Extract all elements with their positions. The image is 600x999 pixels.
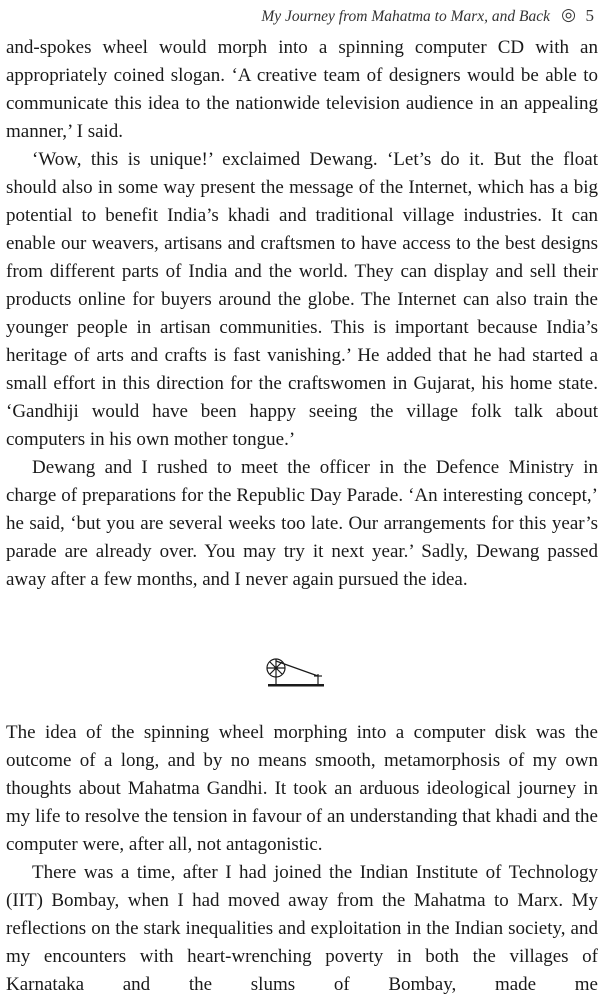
section-one <box>6 34 598 594</box>
running-header <box>0 4 600 28</box>
paragraph-1: and-spokes wheel would morph into a spinning computer CD with an appropriately coined slogan. ‘A creative team of designers would be able to communicate this idea to the nationwide television audience in an appealing manner,’ I said. <box>6 37 598 142</box>
running-header-title: My Journey from Mahatma to Marx, and Back <box>261 8 550 25</box>
page-number: 5 <box>585 6 594 25</box>
spinning-wheel-icon <box>262 652 328 692</box>
paragraph-3: Dewang and I rushed to meet the officer in the Defence Ministry in charge of preparations for the Republic Day Parade. ‘An interesting concept,’ he said, ‘but you are several weeks too late. Our arrangements for this year’s parade are already over. You may try it next year.’ Sadly, Dewang passed away after a few months, and I never again pursued the idea. <box>6 457 598 590</box>
header-ornament-icon: ◎ <box>561 5 576 24</box>
section-two <box>6 719 598 999</box>
paragraph-4: The idea of the spinning wheel morphing into a computer disk was the outcome of a long, and by no means smooth, metamorphosis of my own thoughts about Mahatma Gandhi. It took an arduous ideological journey in my life to resolve the tension in favour of an understanding that khadi and the computer were, after all, not antagonistic. <box>6 722 598 855</box>
paragraph-5: There was a time, after I had joined the Indian Institute of Technology (IIT) Bombay, when I had moved away from the Mahatma to Marx. My reflections on the stark inequalities and exploitation in the Indian society, and my encounters with heart-wrenching poverty in both the villages of Karnataka and the slums of Bombay, made me <box>6 862 598 995</box>
paragraph-2: ‘Wow, this is unique!’ exclaimed Dewang. ‘Let’s do it. But the float should also in some way present the message of the Internet, which has a big potential to benefit India’s khadi and traditional village industries. It can enable our weavers, artisans and craftsmen to have access to the best designs from different parts of India and the world. They can display and sell their products online for buyers around the globe. The Internet can also train the younger people in artisan communities. This is important because India’s heritage of arts and crafts is fast vanishing.’ He added that he had started a small effort in this direction for the craftswomen in Gujarat, his home state. ‘Gandhiji would have been happy seeing the village folk talk about computers in his own mother tongue.’ <box>6 149 598 450</box>
